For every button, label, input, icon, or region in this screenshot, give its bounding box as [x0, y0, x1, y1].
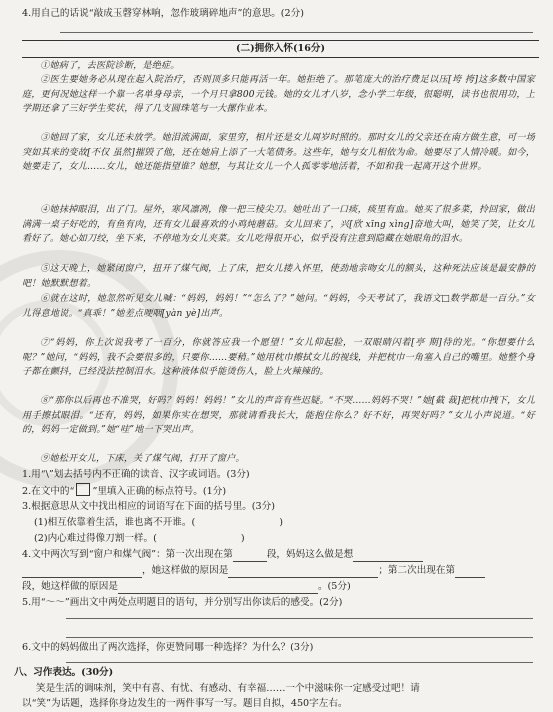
- close-paren: ): [279, 517, 283, 528]
- essay-prompt-line-1: 笑是生活的调味剂，笑中有喜、有忧、有感动、有幸福……一个中滋味你一定感受过吧！请: [36, 683, 420, 694]
- paragraph-2: ②医生要她务必从现在起入院治疗，否则顶多只能再活一年。她拒绝了。那笔庞大的治疗费足以压[垮 挎]这多数中国家庭，更何况她这样一个靠一名单身母亲，一个月只拿800元钱。她的女儿才八岁，念小学二年级，很聪明，读书也很用功，上学期还拿了三好学生奖状，得了几支圆珠笔与一大摞作业本。: [22, 75, 535, 115]
- question-4-title: 4.用自己的话说“敲成玉磬穿林响，忽作玻璃碎地声”的意思。(2分): [22, 8, 304, 19]
- question-2: [22, 483, 539, 499]
- section-8-title: 八、习作表达。(30分): [14, 667, 114, 678]
- paragraph-3: ③她回了家，女儿还未放学。她泪流满面，家里穷，相片还是女儿周岁时照的。那时女儿的父亲还在南方做生意，可一场突如其来的变故[不仅 虽然]摧毁了他，还在她肩上添了一大笔债务。这些年，她与女儿相依为命。她要尽了人情冷暖。如今，她要走了，女儿……女儿，她还能指望谁？她想，与其让女儿一个人孤零零地活着，不如和我一起离开这个世界。: [22, 133, 535, 173]
- answer-line[interactable]: [60, 32, 533, 33]
- question-3-item-1: [34, 515, 539, 530]
- answer-blank[interactable]: [22, 567, 142, 578]
- answer-line[interactable]: [66, 637, 533, 638]
- question-3-item-2: [34, 531, 539, 546]
- question-4-text-d: ；第二次出现在第: [378, 565, 456, 576]
- answer-blank[interactable]: [118, 583, 318, 594]
- answer-blank[interactable]: [353, 551, 423, 562]
- question-4-line-2: [22, 563, 539, 578]
- paragraph-5: ⑤这天晚上，她紧闭窗户，扭开了煤气阀，上了床，把女儿搂入怀里，使劲地亲吻女儿的额头，这种死法应该是最安静的吧！她默默想着。: [22, 264, 535, 289]
- paragraph-6: ⑥就在这时，她忽然听见女儿喊：“妈妈，妈妈！”“怎么了？”她问。“妈妈，今天考试了，我语文□数学都是一百分。”女儿得意地说。“真乖！”她差点哽咽[yàn yè]出声。: [22, 294, 535, 319]
- paragraph-1: ①她病了，去医院诊断，是绝症。: [40, 61, 180, 71]
- paragraph-8: ⑧“那你以后再也不准哭，好吗？妈妈！妈妈！”女儿的声音有些迟疑。“不哭……妈妈不哭！”她[截 裁]把枕巾拽下，女儿用手擦拭眼泪。“还有，妈妈，如果你实在想哭，那就请看我长大，能抱住你么？好不好，再哭好吗？”女儿小声说道。“好的，妈妈一定做到。”她“哇”地一下哭出声。: [22, 396, 535, 436]
- answer-blank[interactable]: [228, 567, 378, 578]
- question-1: 1.用“\”划去括号内不正确的读音、汉字或词语。(3分): [22, 469, 250, 480]
- punctuation-box: [76, 483, 90, 496]
- question-3-item-1-text: (1)相互依靠着生活，谁也离不开谁。(: [34, 517, 196, 528]
- answer-blank[interactable]: [455, 567, 485, 578]
- question-6: 6.文中的妈妈做出了两次选择，你更赞同哪一种选择？为什么？(3分): [22, 642, 314, 653]
- paragraph-9: ⑨她松开女儿，下床，关了煤气阀，打开了窗户。: [40, 454, 245, 464]
- question-3-item-2-text: (2)内心难过得像刀割一样。(: [34, 533, 157, 544]
- answer-blank[interactable]: [233, 551, 267, 562]
- question-4-line-1: [22, 547, 539, 562]
- answer-line[interactable]: [66, 662, 533, 663]
- essay-prompt-line-2: 以“笑”为话题，选择你身边发生的一两件事写一写。题目自拟，450字左右。: [22, 698, 348, 709]
- close-paren: ): [240, 533, 245, 544]
- answer-line[interactable]: [66, 618, 533, 619]
- section-2-title: (二)拥你入怀(16分): [22, 40, 539, 58]
- question-2-text-a: 2.在文中的“: [22, 486, 75, 497]
- question-4-line-3: [22, 579, 539, 594]
- question-4-text-e: 段，她这样做的原因是: [22, 581, 118, 592]
- question-3: 3.根据意思从文中找出相应的词语写在下面的括号里。(3分): [22, 501, 275, 512]
- question-4-text-f: 。(5分): [317, 581, 351, 592]
- question-4-text-b: 段，妈妈这么做是想: [266, 549, 354, 560]
- paragraph-4: ④她抹掉眼泪，出了门。屋外，寒风凛冽，像一把三棱尖刀。她吐出了一口痰，痰里有血。她买了很多菜，拎回家，做出满满一桌子好吃的，有鱼有肉，还有女儿最喜欢的小鸡炖蘑菇。女儿回来了，兴[欣 xīng xìng]奋地大叫，她笑了笑，让女儿看好了。她心如刀绞，坐下来，不停地为女儿夹菜。女儿吃得很开心，似乎没有注意到隐藏在她眼角的泪水。: [22, 205, 535, 245]
- question-4-text-c: ，她这样做的原因是: [142, 565, 229, 576]
- question-2-text-b: ”里填入正确的标点符号。(1分): [92, 486, 227, 497]
- paragraph-7: ⑦“妈妈，你上次说我考了一百分，你就答应我一个愿望！”女儿仰起脸，一双眼睛闪着[亭 期]待的光。“你想要什么呢？”她问，“妈妈，我不会要很多的，只要你……要稍。”她用枕巾擦拭女儿的视线，并把枕巾一角塞入自己的嘴里。她整个身子都在颤抖，已经没法控制泪水。这种液体似乎能烫伤人，脸上火辣辣的。: [22, 338, 535, 378]
- question-4-text-a: 4.文中两次写到“窗户和煤气阀”：第一次出现在第: [22, 549, 233, 560]
- question-5: 5.用“～～”画出文中两处点明题目的语句，并分别写出你读后的感受。(2分): [22, 597, 343, 608]
